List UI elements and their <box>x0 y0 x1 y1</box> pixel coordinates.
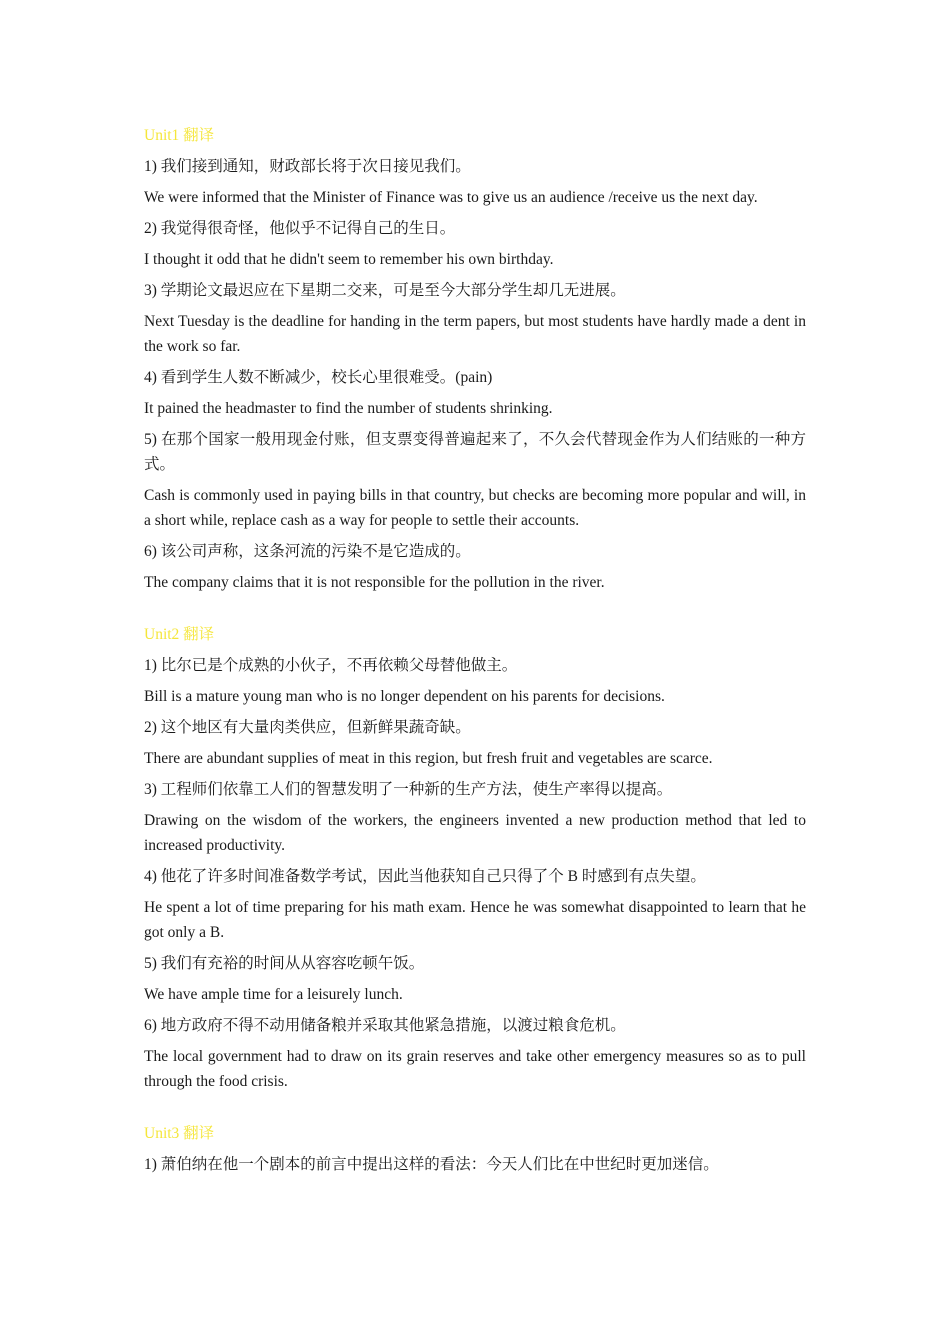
english-translation: There are abundant supplies of meat in this region, but fresh fruit and vegetables are scarce. <box>144 750 713 767</box>
translation-item <box>144 365 806 421</box>
translation-item <box>144 715 806 771</box>
chinese-sentence: 4) 他花了许多时间准备数学考试，因此当他获知自己只得了个 B 时感到有点失望。 <box>144 868 706 885</box>
english-translation: Drawing on the wisdom of the workers, the engineers invented a new production method that led to increased productivity. <box>144 812 806 854</box>
document-page <box>144 123 806 1204</box>
chinese-sentence: 4) 看到学生人数不断减少，校长心里很难受。(pain) <box>144 369 493 386</box>
translation-item <box>144 427 806 533</box>
translation-item <box>144 539 806 595</box>
unit-heading: Unit2 翻译 <box>144 626 215 643</box>
translation-item <box>144 777 806 858</box>
chinese-sentence: 6) 该公司声称，这条河流的污染不是它造成的。 <box>144 543 471 560</box>
translation-item <box>144 216 806 272</box>
unit-heading: Unit3 翻译 <box>144 1125 215 1142</box>
chinese-sentence: 3) 工程师们依靠工人们的智慧发明了一种新的生产方法，使生产率得以提高。 <box>144 781 673 798</box>
translation-item <box>144 864 806 945</box>
translation-item <box>144 278 806 359</box>
chinese-sentence: 1) 萧伯纳在他一个剧本的前言中提出这样的看法：今天人们比在中世纪时更加迷信。 <box>144 1156 719 1173</box>
translation-item <box>144 951 806 1007</box>
english-translation: He spent a lot of time preparing for his math exam. Hence he was somewhat disappointed to learn that he got only a B. <box>144 899 806 941</box>
english-translation: We have ample time for a leisurely lunch. <box>144 986 403 1003</box>
english-translation: I thought it odd that he didn't seem to remember his own birthday. <box>144 251 554 268</box>
translation-item <box>144 154 806 210</box>
english-translation: Cash is commonly used in paying bills in that country, but checks are becoming more popular and will, in a short while, replace cash as a way for people to settle their accounts. <box>144 487 806 529</box>
english-translation: Next Tuesday is the deadline for handing in the term papers, but most students have hardly made a dent in the work so far. <box>144 313 806 355</box>
unit-section-2 <box>144 622 806 1094</box>
chinese-sentence: 2) 我觉得很奇怪，他似乎不记得自己的生日。 <box>144 220 456 237</box>
translation-item <box>144 1152 806 1177</box>
english-translation: The company claims that it is not responsible for the pollution in the river. <box>144 574 605 591</box>
english-translation: We were informed that the Minister of Finance was to give us an audience /receive us the next day. <box>144 189 758 206</box>
translation-item <box>144 653 806 709</box>
english-translation: The local government had to draw on its grain reserves and take other emergency measures so as to pull through the food crisis. <box>144 1048 806 1090</box>
chinese-sentence: 3) 学期论文最迟应在下星期二交来，可是至今大部分学生却几无进展。 <box>144 282 626 299</box>
chinese-sentence: 5) 在那个国家一般用现金付账，但支票变得普遍起来了，不久会代替现金作为人们结账的一种方式。 <box>144 431 806 473</box>
chinese-sentence: 1) 比尔已是个成熟的小伙子，不再依赖父母替他做主。 <box>144 657 518 674</box>
translation-item <box>144 1013 806 1094</box>
english-translation: It pained the headmaster to find the number of students shrinking. <box>144 400 553 417</box>
unit-section-3 <box>144 1121 806 1177</box>
unit-heading: Unit1 翻译 <box>144 127 215 144</box>
chinese-sentence: 6) 地方政府不得不动用储备粮并采取其他紧急措施，以渡过粮食危机。 <box>144 1017 626 1034</box>
chinese-sentence: 5) 我们有充裕的时间从从容容吃顿午饭。 <box>144 955 425 972</box>
chinese-sentence: 1) 我们接到通知，财政部长将于次日接见我们。 <box>144 158 471 175</box>
unit-section-1 <box>144 123 806 595</box>
english-translation: Bill is a mature young man who is no longer dependent on his parents for decisions. <box>144 688 665 705</box>
chinese-sentence: 2) 这个地区有大量肉类供应，但新鲜果蔬奇缺。 <box>144 719 471 736</box>
